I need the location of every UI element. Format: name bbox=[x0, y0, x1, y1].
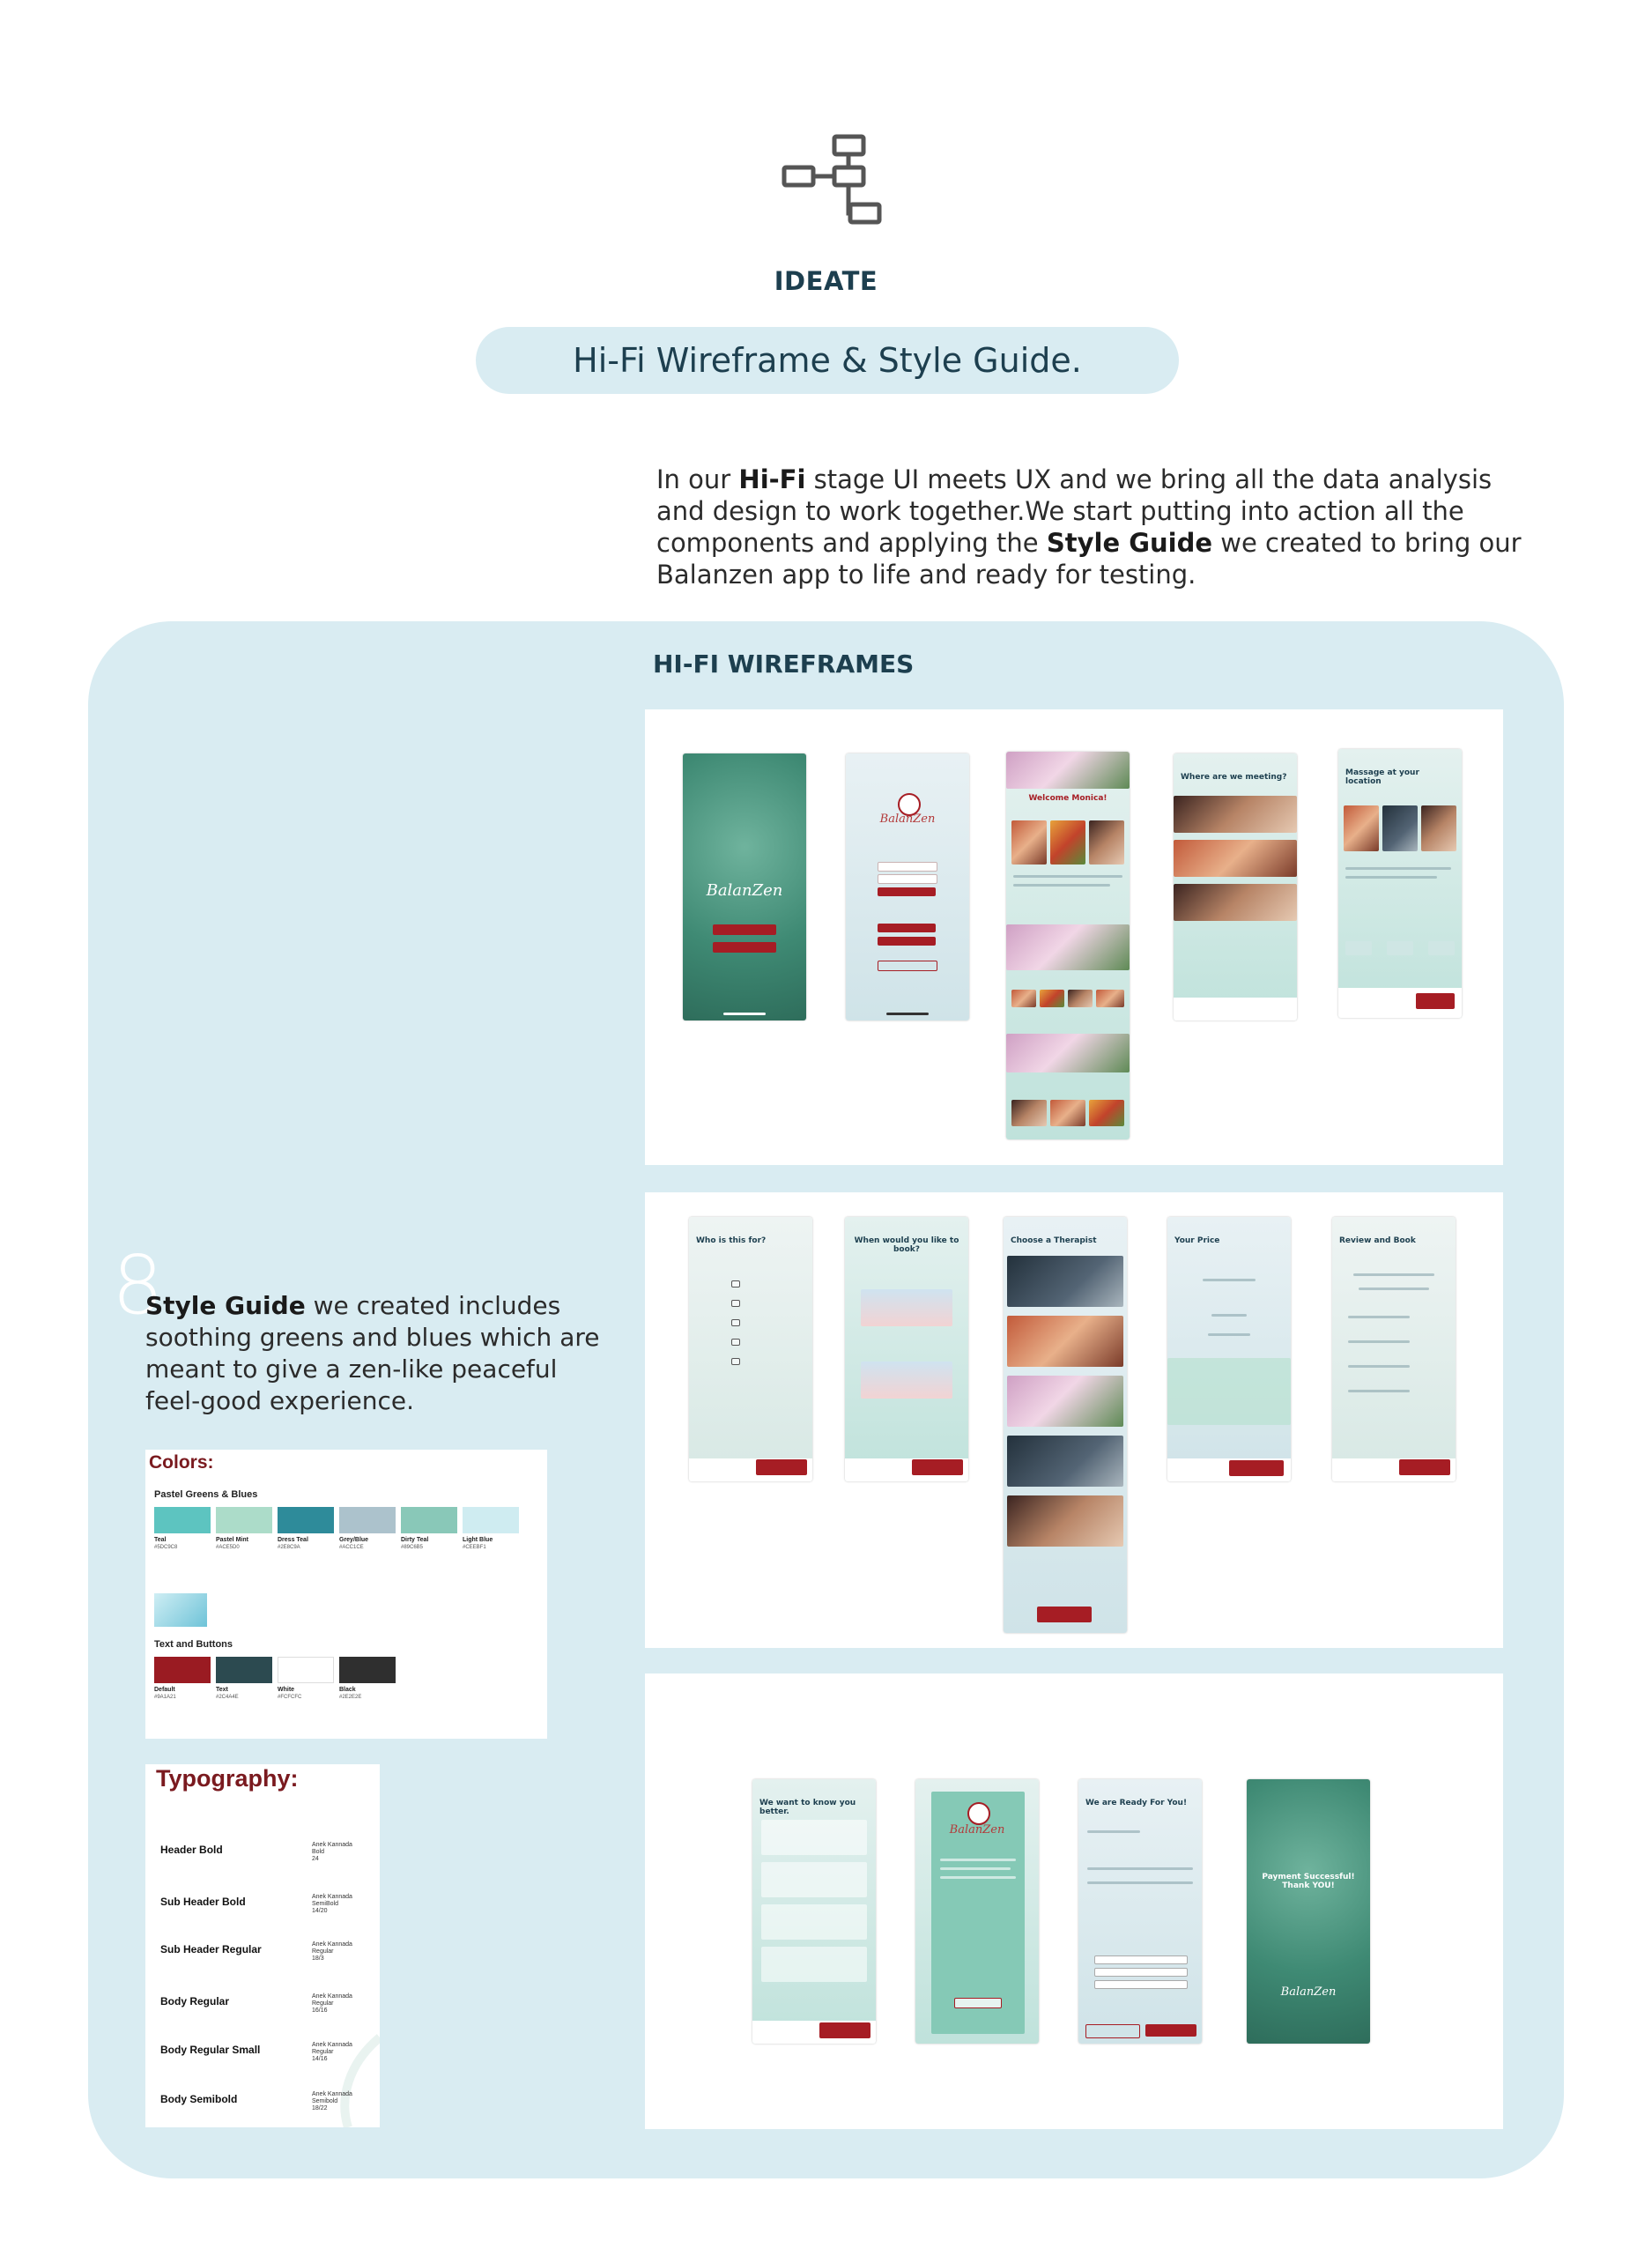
title-pill bbox=[476, 327, 1179, 394]
pastel-swatch bbox=[278, 1507, 334, 1533]
pastel-swatch-hex: #ACC1CE bbox=[339, 1545, 364, 1550]
typography-style-name: Body Regular bbox=[160, 1995, 230, 2007]
style-guide-description: Style Guide we created includes soothing greens and blues which are meant to give a zen-like peaceful feel-good experience. bbox=[145, 1291, 600, 1415]
typography-style-spec: Anek Kannada Regular 14/16 bbox=[312, 2042, 352, 2062]
typography-style-spec: Anek Kannada Bold 24 bbox=[312, 1842, 352, 1862]
typography-style-name: Sub Header Bold bbox=[160, 1896, 246, 1908]
pastel-swatch bbox=[463, 1507, 519, 1533]
gradient-swatch bbox=[154, 1593, 207, 1627]
wireframe-location: Where are we meeting? bbox=[1174, 753, 1297, 1020]
text-button-swatch-name: White bbox=[278, 1687, 295, 1693]
text-button-swatch-name: Default bbox=[154, 1687, 175, 1693]
pastel-swatch bbox=[216, 1507, 272, 1533]
step-number: 8 bbox=[112, 1238, 164, 1332]
pastel-swatch-hex: #2E8C9A bbox=[278, 1545, 300, 1550]
section-label: IDEATE bbox=[774, 266, 878, 296]
text-button-swatch-hex: #2C4A4E bbox=[216, 1695, 239, 1700]
pastel-swatch-name: Grey/Blue bbox=[339, 1537, 369, 1543]
typography-style-spec: Anek Kannada Regular 16/16 bbox=[312, 1993, 352, 2014]
wireframe-payment-success: Payment Successful! Thank YOU! BalanZen bbox=[1247, 1779, 1370, 2044]
pastel-swatch-hex: #CEEBF1 bbox=[463, 1545, 486, 1550]
text-button-swatch bbox=[216, 1657, 272, 1683]
typography-style-spec: Anek Kannada SemiBold 14/20 bbox=[312, 1894, 352, 1914]
wireframe-splash: BalanZen bbox=[683, 753, 806, 1020]
wireframe-know-you: We want to know you better. bbox=[752, 1779, 876, 2044]
typography-style-name: Body Semibold bbox=[160, 2093, 238, 2105]
wireframe-terms: BalanZen bbox=[915, 1779, 1039, 2044]
typography-style-spec: Anek Kannada Semibold 18/22 bbox=[312, 2091, 352, 2111]
pastel-swatch-name: Dirty Teal bbox=[401, 1537, 429, 1543]
wireframe-massage: Massage at your location bbox=[1338, 749, 1462, 1018]
pastel-swatch-hex: #ACE5D0 bbox=[216, 1545, 240, 1550]
wireframe-row-2 bbox=[645, 1192, 1503, 1648]
text-buttons-title: Text and Buttons bbox=[154, 1639, 233, 1650]
text-button-swatch bbox=[278, 1657, 334, 1683]
pastel-swatch-name: Dress Teal bbox=[278, 1537, 308, 1543]
pastel-swatch-hex: #5DC9C8 bbox=[154, 1545, 178, 1550]
wireframe-row-3 bbox=[645, 1673, 1503, 2129]
wireframe-row-1 bbox=[645, 709, 1503, 1165]
wireframes-heading: HI-FI WIREFRAMES bbox=[653, 649, 915, 679]
pastel-colors-title: Pastel Greens & Blues bbox=[154, 1489, 258, 1500]
pastel-swatch-name: Pastel Mint bbox=[216, 1537, 248, 1543]
pastel-swatch bbox=[154, 1507, 211, 1533]
flowchart-icon bbox=[780, 132, 890, 229]
text-button-swatch-name: Text bbox=[216, 1687, 228, 1693]
wireframe-login: BalanZen bbox=[846, 753, 969, 1020]
wireframe-therapist: Choose a Therapist bbox=[1004, 1217, 1127, 1633]
pastel-swatch-name: Teal bbox=[154, 1537, 167, 1543]
text-button-swatch bbox=[154, 1657, 211, 1683]
wireframe-who: Who is this for? bbox=[689, 1217, 812, 1481]
typography-title: Typography: bbox=[156, 1765, 299, 1792]
colors-title: Colors: bbox=[149, 1452, 214, 1473]
wireframe-review: Review and Book bbox=[1332, 1217, 1456, 1481]
typography-style-name: Body Regular Small bbox=[160, 2044, 261, 2056]
pastel-swatch bbox=[401, 1507, 457, 1533]
wireframe-when: When would you like to book? bbox=[845, 1217, 968, 1481]
pastel-swatch-hex: #89C6B5 bbox=[401, 1545, 424, 1550]
text-button-swatch-hex: #2E2E2E bbox=[339, 1695, 362, 1700]
typography-style-name: Sub Header Regular bbox=[160, 1943, 262, 1955]
text-button-swatch-hex: #FCFCFC bbox=[278, 1695, 302, 1700]
text-button-swatch-name: Black bbox=[339, 1687, 356, 1693]
wireframe-price: Your Price bbox=[1167, 1217, 1291, 1481]
typography-style-spec: Anek Kannada Regular 18/3 bbox=[312, 1941, 352, 1962]
text-button-swatch-hex: #9A1A21 bbox=[154, 1695, 176, 1700]
pastel-swatch-name: Light Blue bbox=[463, 1537, 493, 1543]
intro-paragraph: In our Hi-Fi stage UI meets UX and we bring all the data analysis and design to work together.We start putting into action all the components and applying the Style Guide we created to bring our Balanzen app to life and ready for testing. bbox=[656, 464, 1522, 590]
wireframe-ready: We are Ready For You! bbox=[1078, 1779, 1202, 2044]
typography-style-name: Header Bold bbox=[160, 1844, 223, 1856]
text-button-swatch bbox=[339, 1657, 396, 1683]
pastel-swatch bbox=[339, 1507, 396, 1533]
page-title: Hi-Fi Wireframe & Style Guide. bbox=[573, 341, 1082, 380]
wireframe-home: Welcome Monica! bbox=[1006, 752, 1130, 1139]
